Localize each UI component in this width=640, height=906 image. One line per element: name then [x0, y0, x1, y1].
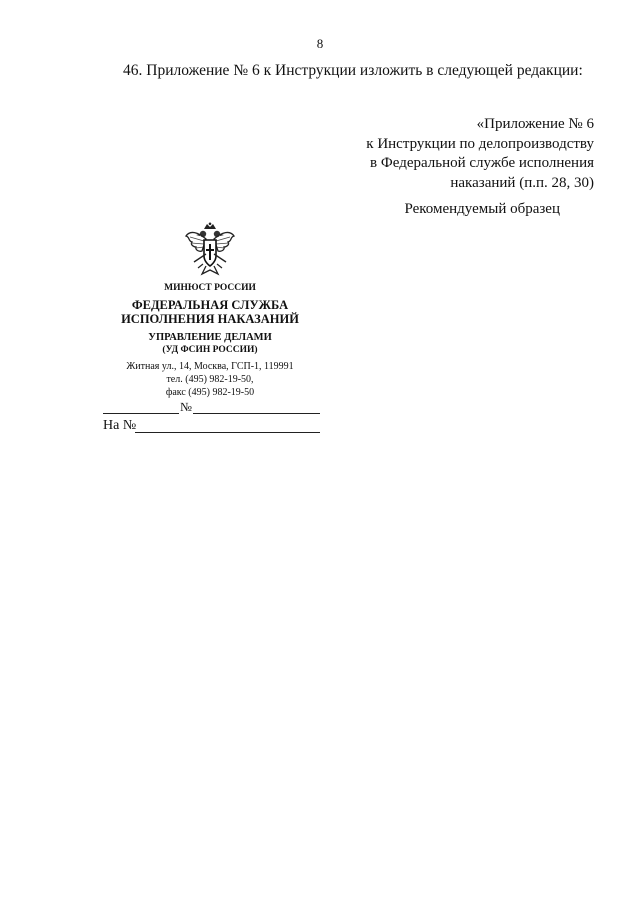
item-heading: 46. Приложение № 6 к Инструкции изложить в следующей редакции:	[123, 62, 583, 79]
reference-label: На №	[103, 418, 137, 433]
department-abbreviation: (УД ФСИН РОССИИ)	[162, 345, 258, 355]
annex-line: в Федеральной службе исполнения	[370, 155, 594, 171]
reference-row	[100, 418, 320, 436]
number-blank-line	[193, 413, 320, 414]
date-blank-line	[103, 413, 179, 414]
page-number: 8	[316, 36, 324, 51]
reference-blank-line	[135, 432, 320, 433]
sample-label: Рекомендуемый образец	[404, 201, 560, 217]
postal-address: Житная ул., 14, Москва, ГСП-1, 119991	[126, 361, 294, 372]
annex-line: к Инструкции по делопроизводству	[366, 135, 594, 152]
annex-title: «Приложение № 6	[476, 116, 594, 132]
annex-line: наказаний (п.п. 28, 30)	[450, 174, 594, 191]
service-name-line1: ФЕДЕРАЛЬНАЯ СЛУЖБА	[131, 298, 289, 312]
annex-caption	[366, 115, 594, 193]
registration-row	[100, 400, 320, 416]
ministry-name: МИНЮСТ РОССИИ	[164, 283, 256, 293]
registration-number-label: №	[180, 400, 192, 414]
double-headed-eagle-emblem-icon	[184, 222, 236, 280]
service-name-line2: ИСПОЛНЕНИЯ НАКАЗАНИЙ	[121, 312, 299, 326]
fax-number: факс (495) 982-19-50	[165, 387, 255, 398]
department-name: УПРАВЛЕНИЕ ДЕЛАМИ	[148, 332, 272, 343]
phone-number: тел. (495) 982-19-50,	[166, 374, 254, 385]
